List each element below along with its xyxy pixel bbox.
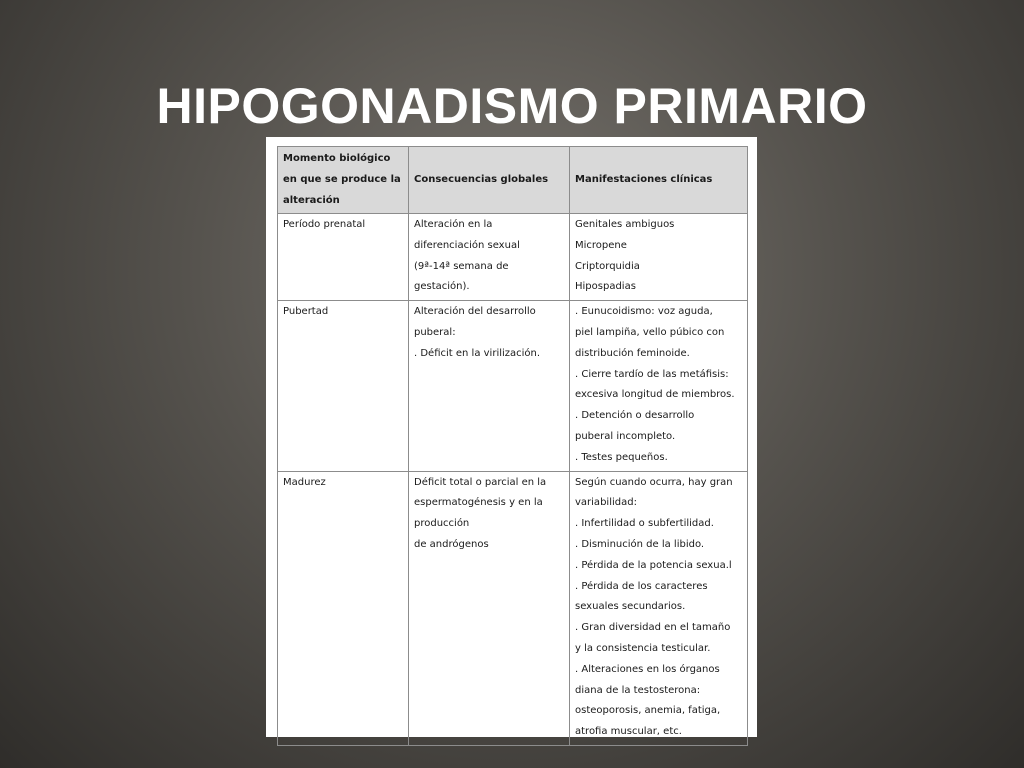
- cell-line: Criptorquidia: [575, 260, 640, 272]
- cell-line: . Disminución de la libido.: [575, 538, 705, 550]
- header-line: Consecuencias globales: [414, 174, 549, 185]
- cell-line: puberal:: [414, 326, 456, 338]
- header-line: en que se produce la: [283, 174, 401, 185]
- cell-line: sexuales secundarios.: [575, 601, 686, 613]
- cell-line: . Pérdida de la potencia sexua.l: [575, 559, 732, 571]
- cell-line: Según cuando ocurra, hay gran: [575, 476, 733, 488]
- cell-line: espermatogénesis y en la: [414, 497, 543, 509]
- cell-line: . Pérdida de los caracteres: [575, 580, 708, 592]
- table-row: [278, 301, 748, 471]
- cell-line: osteoporosis, anemia, fatiga,: [575, 705, 721, 717]
- header-manifestaciones-clinicas: [570, 147, 748, 214]
- cell-line: gestación).: [414, 281, 470, 293]
- cell-consequences: [409, 301, 570, 471]
- cell-line: y la consistencia testicular.: [575, 642, 711, 654]
- cell-stage: [278, 301, 409, 471]
- cell-line: Alteración en la: [414, 219, 493, 230]
- cell-line: Alteración del desarrollo: [414, 306, 536, 318]
- slide-title: HIPOGONADISMO PRIMARIO: [156, 77, 868, 134]
- cell-line: . Déficit en la virilización.: [414, 347, 541, 359]
- cell-line: . Cierre tardío de las metáfisis:: [575, 368, 729, 380]
- cell-line: Genitales ambiguos: [575, 219, 675, 230]
- cell-stage: [278, 471, 409, 745]
- cell-consequences: [409, 214, 570, 301]
- cell-line: . Alteraciones en los órganos: [575, 663, 720, 675]
- cell-line: . Gran diversidad en el tamaño: [575, 622, 731, 634]
- cell-line: . Eunucoidismo: voz aguda,: [575, 306, 713, 318]
- table-row: [278, 214, 748, 301]
- cell-manifestations: [570, 214, 748, 301]
- cell-line: diana de la testosterona:: [575, 684, 701, 696]
- cell-line: . Testes pequeños.: [575, 451, 668, 463]
- table-header-row: [278, 147, 748, 214]
- cell-line: diferenciación sexual: [414, 239, 520, 251]
- cell-line: Pubertad: [283, 306, 329, 318]
- table-body: [278, 214, 748, 746]
- cell-line: producción: [414, 518, 470, 530]
- cell-manifestations: [570, 471, 748, 745]
- cell-line: Déficit total o parcial en la: [414, 476, 547, 488]
- cell-line: Hipospadias: [575, 281, 636, 293]
- header-line: alteración: [283, 195, 340, 206]
- table-image: [266, 137, 757, 737]
- table-row: [278, 471, 748, 745]
- cell-line: Micropene: [575, 239, 627, 251]
- cell-line: Madurez: [283, 476, 326, 488]
- cell-consequences: [409, 471, 570, 745]
- cell-manifestations: [570, 301, 748, 471]
- cell-line: piel lampiña, vello púbico con: [575, 326, 725, 338]
- cell-line: . Detención o desarrollo: [575, 410, 695, 422]
- cell-line: variabilidad:: [575, 497, 637, 509]
- clinical-table: [277, 146, 748, 746]
- cell-line: (9ª-14ª semana de: [414, 260, 509, 272]
- cell-line: puberal incompleto.: [575, 430, 676, 442]
- cell-line: atrofia muscular, etc.: [575, 726, 682, 738]
- cell-line: Período prenatal: [283, 219, 366, 230]
- cell-line: . Infertilidad o subfertilidad.: [575, 518, 714, 530]
- header-line: Manifestaciones clínicas: [575, 174, 713, 185]
- header-momento-biologico: [278, 147, 409, 214]
- cell-stage: [278, 214, 409, 301]
- cell-line: de andrógenos: [414, 538, 489, 550]
- header-consecuencias-globales: [409, 147, 570, 214]
- cell-line: distribución feminoide.: [575, 347, 690, 359]
- header-line: Momento biológico: [283, 153, 391, 164]
- cell-line: excesiva longitud de miembros.: [575, 389, 735, 401]
